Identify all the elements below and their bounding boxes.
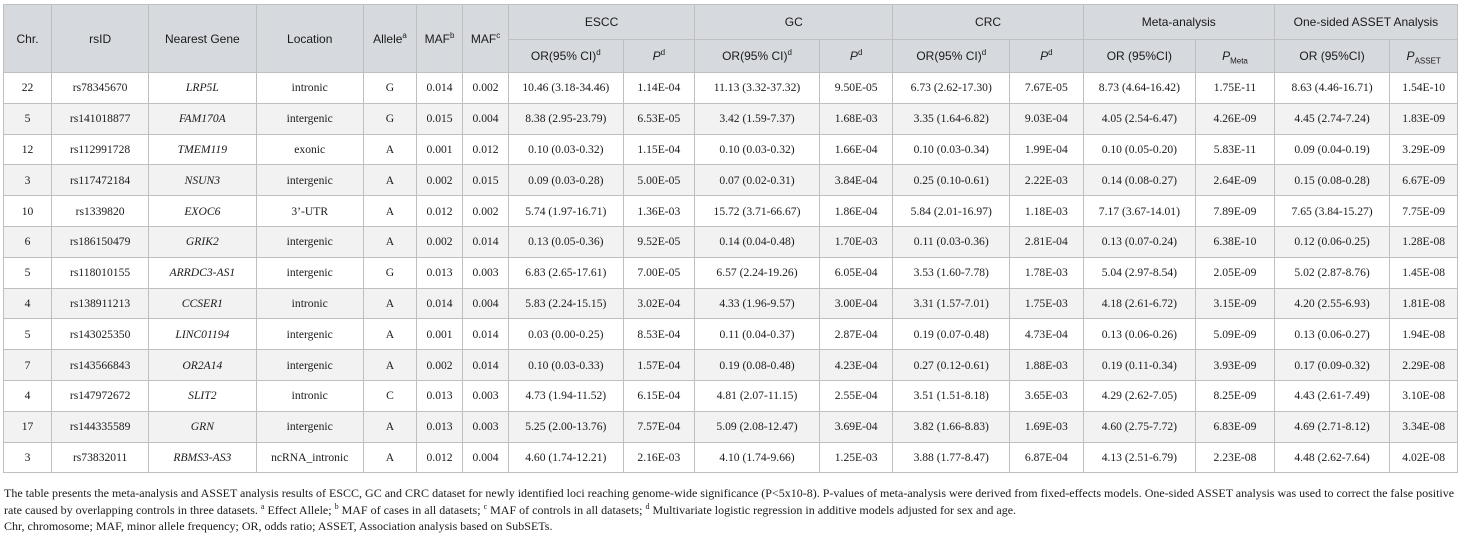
cell-meta-or: 7.17 (3.67-14.01) (1083, 196, 1195, 227)
cell-gc-or: 4.10 (1.74-9.66) (695, 442, 820, 473)
cell-asset-p: 2.29E-08 (1390, 350, 1458, 381)
cell-asset-or: 4.45 (2.74-7.24) (1274, 103, 1390, 134)
cell-meta-p: 4.26E-09 (1196, 103, 1275, 134)
cell-rsid: rs112991728 (52, 134, 149, 165)
cell-asset-p: 1.94E-08 (1390, 319, 1458, 350)
cell-asset-or: 0.13 (0.06-0.27) (1274, 319, 1390, 350)
cell-allele: A (363, 288, 416, 319)
cell-gc-or: 0.19 (0.08-0.48) (695, 350, 820, 381)
cell-meta-p: 6.83E-09 (1196, 411, 1275, 442)
col-header-chr: Chr. (4, 5, 52, 73)
cell-crc-or: 3.51 (1.51-8.18) (893, 380, 1010, 411)
cell-chr: 3 (4, 165, 52, 196)
cell-asset-or: 5.02 (2.87-8.76) (1274, 257, 1390, 288)
cell-escc-p: 3.02E-04 (623, 288, 695, 319)
cell-location: intronic (256, 73, 363, 104)
cell-escc-or: 4.73 (1.94-11.52) (509, 380, 624, 411)
cell-gene: EXOC6 (149, 196, 256, 227)
cell-gene: SLIT2 (149, 380, 256, 411)
cell-maf-case: 0.002 (417, 350, 463, 381)
cell-chr: 5 (4, 319, 52, 350)
cell-escc-or: 5.74 (1.97-16.71) (509, 196, 624, 227)
cell-gene: LINC01194 (149, 319, 256, 350)
table-row (4, 350, 1458, 381)
table-row (4, 226, 1458, 257)
cell-gene: GRN (149, 411, 256, 442)
cell-gc-or: 0.11 (0.04-0.37) (695, 319, 820, 350)
cell-maf-control: 0.004 (463, 288, 509, 319)
cell-allele: A (363, 134, 416, 165)
table-row (4, 411, 1458, 442)
cell-chr: 4 (4, 288, 52, 319)
cell-chr: 10 (4, 196, 52, 227)
cell-escc-p: 9.52E-05 (623, 226, 695, 257)
table-row (4, 165, 1458, 196)
cell-gc-p: 3.84E-04 (819, 165, 893, 196)
cell-crc-p: 9.03E-04 (1010, 103, 1084, 134)
cell-allele: G (363, 103, 416, 134)
cell-asset-or: 0.17 (0.09-0.32) (1274, 350, 1390, 381)
cell-gc-or: 0.10 (0.03-0.32) (695, 134, 820, 165)
cell-gc-or: 0.14 (0.04-0.48) (695, 226, 820, 257)
cell-rsid: rs73832011 (52, 442, 149, 473)
cell-meta-p: 5.83E-11 (1196, 134, 1275, 165)
cell-crc-p: 2.22E-03 (1010, 165, 1084, 196)
cell-asset-p: 1.45E-08 (1390, 257, 1458, 288)
cell-chr: 7 (4, 350, 52, 381)
cell-crc-or: 6.73 (2.62-17.30) (893, 73, 1010, 104)
col-header-crc-p: $P^d$ (1010, 40, 1084, 73)
cell-escc-p: 1.14E-04 (623, 73, 695, 104)
cell-maf-case: 0.013 (417, 257, 463, 288)
cell-meta-or: 4.60 (2.75-7.72) (1083, 411, 1195, 442)
cell-gc-p: 3.69E-04 (819, 411, 893, 442)
cell-meta-or: 8.73 (4.64-16.42) (1083, 73, 1195, 104)
table-row (4, 380, 1458, 411)
cell-maf-control: 0.014 (463, 226, 509, 257)
cell-crc-or: 0.27 (0.12-0.61) (893, 350, 1010, 381)
abbreviations-line: Chr, chromosome; MAF, minor allele frequency; OR, odds ratio; ASSET, Association analysis based on SubSETs. (4, 519, 553, 533)
cell-escc-or: 8.38 (2.95-23.79) (509, 103, 624, 134)
cell-location: exonic (256, 134, 363, 165)
cell-location: intergenic (256, 103, 363, 134)
footnote-paragraph: The table presents the meta-analysis and ASSET analysis results of ESCC, GC and CRC dataset for newly identified loci reaching genome-wide significance (P<5x10-8). P-values of meta-analysis were derived from fixed-effects models. One-sided ASSET analysis was used to correct the false positive rate caused by overlapping controls in three datasets. $^a$ Effect Allele; $^b$ MAF of cases in all datasets; $^c$ MAF of controls in all datasets; $^d$ Multivariate logistic regression in additive models adjusted for sex and age. (4, 486, 1455, 517)
cell-gc-p: 1.70E-03 (819, 226, 893, 257)
cell-location: intergenic (256, 411, 363, 442)
cell-crc-p: 1.88E-03 (1010, 350, 1084, 381)
cell-location: intergenic (256, 226, 363, 257)
cell-crc-p: 3.65E-03 (1010, 380, 1084, 411)
cell-chr: 4 (4, 380, 52, 411)
cell-gene: FAM170A (149, 103, 256, 134)
cell-escc-p: 5.00E-05 (623, 165, 695, 196)
cell-rsid: rs144335589 (52, 411, 149, 442)
cell-gc-or: 6.57 (2.24-19.26) (695, 257, 820, 288)
cell-escc-p: 6.15E-04 (623, 380, 695, 411)
cell-maf-control: 0.003 (463, 257, 509, 288)
cell-asset-or: 4.69 (2.71-8.12) (1274, 411, 1390, 442)
cell-maf-case: 0.014 (417, 288, 463, 319)
cell-asset-p: 4.02E-08 (1390, 442, 1458, 473)
col-header-gc-or: OR(95% CI)$^d$ (695, 40, 820, 73)
table-row (4, 73, 1458, 104)
cell-chr: 5 (4, 257, 52, 288)
group-header-asset: One-sided ASSET Analysis (1274, 5, 1457, 40)
table-body (4, 73, 1458, 473)
cell-crc-p: 1.78E-03 (1010, 257, 1084, 288)
col-header-gc-p: $P^d$ (819, 40, 893, 73)
cell-location: intronic (256, 380, 363, 411)
cell-gc-p: 4.23E-04 (819, 350, 893, 381)
cell-gene: CCSER1 (149, 288, 256, 319)
cell-rsid: rs186150479 (52, 226, 149, 257)
cell-meta-or: 0.13 (0.06-0.26) (1083, 319, 1195, 350)
col-header-maf-case: MAF$^b$ (417, 5, 463, 73)
cell-gene: NSUN3 (149, 165, 256, 196)
cell-escc-or: 4.60 (1.74-12.21) (509, 442, 624, 473)
col-header-escc-p: $P^d$ (623, 40, 695, 73)
cell-asset-p: 7.75E-09 (1390, 196, 1458, 227)
cell-gc-or: 4.33 (1.96-9.57) (695, 288, 820, 319)
cell-allele: G (363, 73, 416, 104)
cell-meta-p: 3.93E-09 (1196, 350, 1275, 381)
cell-asset-or: 4.43 (2.61-7.49) (1274, 380, 1390, 411)
cell-meta-or: 4.13 (2.51-6.79) (1083, 442, 1195, 473)
cell-chr: 12 (4, 134, 52, 165)
cell-maf-case: 0.015 (417, 103, 463, 134)
group-header-gc: GC (695, 5, 893, 40)
cell-escc-p: 1.57E-04 (623, 350, 695, 381)
cell-meta-or: 4.29 (2.62-7.05) (1083, 380, 1195, 411)
cell-maf-case: 0.013 (417, 411, 463, 442)
cell-maf-case: 0.001 (417, 134, 463, 165)
cell-crc-p: 1.75E-03 (1010, 288, 1084, 319)
cell-asset-or: 7.65 (3.84-15.27) (1274, 196, 1390, 227)
cell-crc-or: 0.25 (0.10-0.61) (893, 165, 1010, 196)
col-header-allele: Allele$^a$ (363, 5, 416, 73)
cell-location: intergenic (256, 319, 363, 350)
cell-asset-or: 4.20 (2.55-6.93) (1274, 288, 1390, 319)
cell-maf-control: 0.004 (463, 442, 509, 473)
cell-maf-control: 0.002 (463, 73, 509, 104)
cell-chr: 22 (4, 73, 52, 104)
cell-allele: A (363, 411, 416, 442)
cell-allele: G (363, 257, 416, 288)
cell-asset-p: 6.67E-09 (1390, 165, 1458, 196)
cell-meta-p: 2.64E-09 (1196, 165, 1275, 196)
cell-crc-or: 3.35 (1.64-6.82) (893, 103, 1010, 134)
cell-asset-or: 0.15 (0.08-0.28) (1274, 165, 1390, 196)
cell-asset-p: 1.81E-08 (1390, 288, 1458, 319)
cell-crc-or: 0.11 (0.03-0.36) (893, 226, 1010, 257)
col-header-meta-p: $P_{Meta}$ (1196, 40, 1275, 73)
cell-rsid: rs138911213 (52, 288, 149, 319)
cell-escc-or: 6.83 (2.65-17.61) (509, 257, 624, 288)
cell-rsid: rs78345670 (52, 73, 149, 104)
cell-escc-or: 10.46 (3.18-34.46) (509, 73, 624, 104)
table-footnotes (4, 485, 1456, 535)
cell-gc-p: 1.66E-04 (819, 134, 893, 165)
cell-gc-or: 0.07 (0.02-0.31) (695, 165, 820, 196)
results-table (3, 4, 1458, 473)
cell-crc-or: 3.82 (1.66-8.83) (893, 411, 1010, 442)
cell-gc-p: 9.50E-05 (819, 73, 893, 104)
cell-maf-control: 0.012 (463, 134, 509, 165)
cell-gc-p: 1.25E-03 (819, 442, 893, 473)
cell-meta-or: 4.05 (2.54-6.47) (1083, 103, 1195, 134)
cell-asset-p: 3.34E-08 (1390, 411, 1458, 442)
cell-gc-or: 11.13 (3.32-37.32) (695, 73, 820, 104)
cell-escc-or: 0.10 (0.03-0.33) (509, 350, 624, 381)
group-header-meta: Meta-analysis (1083, 5, 1274, 40)
cell-gene: LRP5L (149, 73, 256, 104)
cell-asset-or: 0.09 (0.04-0.19) (1274, 134, 1390, 165)
cell-rsid: rs117472184 (52, 165, 149, 196)
cell-crc-or: 3.88 (1.77-8.47) (893, 442, 1010, 473)
cell-maf-case: 0.013 (417, 380, 463, 411)
cell-escc-p: 7.00E-05 (623, 257, 695, 288)
cell-allele: A (363, 350, 416, 381)
cell-asset-p: 1.54E-10 (1390, 73, 1458, 104)
cell-asset-or: 8.63 (4.46-16.71) (1274, 73, 1390, 104)
cell-maf-control: 0.014 (463, 350, 509, 381)
cell-maf-control: 0.003 (463, 380, 509, 411)
cell-asset-p: 3.10E-08 (1390, 380, 1458, 411)
cell-meta-p: 6.38E-10 (1196, 226, 1275, 257)
cell-gc-or: 4.81 (2.07-11.15) (695, 380, 820, 411)
group-header-escc: ESCC (509, 5, 695, 40)
cell-chr: 6 (4, 226, 52, 257)
cell-meta-or: 0.19 (0.11-0.34) (1083, 350, 1195, 381)
cell-gc-p: 6.05E-04 (819, 257, 893, 288)
cell-maf-control: 0.015 (463, 165, 509, 196)
cell-asset-or: 4.48 (2.62-7.64) (1274, 442, 1390, 473)
cell-gene: RBMS3-AS3 (149, 442, 256, 473)
col-header-gene: Nearest Gene (149, 5, 256, 73)
cell-location: intergenic (256, 350, 363, 381)
cell-meta-or: 0.10 (0.05-0.20) (1083, 134, 1195, 165)
cell-rsid: rs143566843 (52, 350, 149, 381)
cell-allele: A (363, 196, 416, 227)
cell-crc-p: 1.69E-03 (1010, 411, 1084, 442)
cell-allele: A (363, 319, 416, 350)
cell-escc-p: 6.53E-05 (623, 103, 695, 134)
table-row (4, 196, 1458, 227)
cell-asset-p: 3.29E-09 (1390, 134, 1458, 165)
table-row (4, 257, 1458, 288)
cell-maf-control: 0.002 (463, 196, 509, 227)
cell-gene: ARRDC3-AS1 (149, 257, 256, 288)
col-header-crc-or: OR(95% CI)$^d$ (893, 40, 1010, 73)
cell-gc-p: 1.68E-03 (819, 103, 893, 134)
cell-gc-p: 2.55E-04 (819, 380, 893, 411)
cell-gc-or: 15.72 (3.71-66.67) (695, 196, 820, 227)
table-row (4, 288, 1458, 319)
group-header-crc: CRC (893, 5, 1083, 40)
cell-asset-or: 0.12 (0.06-0.25) (1274, 226, 1390, 257)
table-row (4, 134, 1458, 165)
cell-meta-or: 0.13 (0.07-0.24) (1083, 226, 1195, 257)
cell-allele: A (363, 165, 416, 196)
cell-meta-p: 2.23E-08 (1196, 442, 1275, 473)
cell-maf-control: 0.004 (463, 103, 509, 134)
cell-crc-or: 3.31 (1.57-7.01) (893, 288, 1010, 319)
cell-meta-p: 3.15E-09 (1196, 288, 1275, 319)
cell-allele: C (363, 380, 416, 411)
cell-meta-or: 5.04 (2.97-8.54) (1083, 257, 1195, 288)
cell-crc-p: 2.81E-04 (1010, 226, 1084, 257)
cell-escc-or: 5.83 (2.24-15.15) (509, 288, 624, 319)
cell-maf-case: 0.002 (417, 165, 463, 196)
cell-allele: A (363, 226, 416, 257)
col-header-location: Location (256, 5, 363, 73)
table-row (4, 103, 1458, 134)
col-header-meta-or: OR (95%CI) (1083, 40, 1195, 73)
cell-meta-p: 5.09E-09 (1196, 319, 1275, 350)
cell-gene: TMEM119 (149, 134, 256, 165)
cell-escc-p: 7.57E-04 (623, 411, 695, 442)
cell-meta-or: 0.14 (0.08-0.27) (1083, 165, 1195, 196)
cell-location: intergenic (256, 257, 363, 288)
cell-meta-or: 4.18 (2.61-6.72) (1083, 288, 1195, 319)
cell-location: intronic (256, 288, 363, 319)
cell-gc-p: 2.87E-04 (819, 319, 893, 350)
cell-rsid: rs143025350 (52, 319, 149, 350)
cell-gc-or: 5.09 (2.08-12.47) (695, 411, 820, 442)
cell-maf-case: 0.014 (417, 73, 463, 104)
cell-allele: A (363, 442, 416, 473)
col-header-asset-p: $P_{ASSET}$ (1390, 40, 1458, 73)
cell-maf-case: 0.002 (417, 226, 463, 257)
cell-crc-or: 3.53 (1.60-7.78) (893, 257, 1010, 288)
col-header-asset-or: OR (95%CI) (1274, 40, 1390, 73)
cell-maf-case: 0.012 (417, 196, 463, 227)
cell-escc-or: 5.25 (2.00-13.76) (509, 411, 624, 442)
col-header-escc-or: OR(95% CI)$^d$ (509, 40, 624, 73)
cell-chr: 5 (4, 103, 52, 134)
cell-asset-p: 1.83E-09 (1390, 103, 1458, 134)
cell-meta-p: 2.05E-09 (1196, 257, 1275, 288)
cell-gc-p: 3.00E-04 (819, 288, 893, 319)
table-header (4, 5, 1458, 73)
cell-escc-or: 0.13 (0.05-0.36) (509, 226, 624, 257)
cell-maf-control: 0.014 (463, 319, 509, 350)
table-row (4, 442, 1458, 473)
cell-maf-case: 0.001 (417, 319, 463, 350)
cell-gc-or: 3.42 (1.59-7.37) (695, 103, 820, 134)
cell-chr: 17 (4, 411, 52, 442)
col-header-rsid: rsID (52, 5, 149, 73)
cell-location: 3’-UTR (256, 196, 363, 227)
cell-maf-case: 0.012 (417, 442, 463, 473)
cell-asset-p: 1.28E-08 (1390, 226, 1458, 257)
cell-escc-or: 0.03 (0.00-0.25) (509, 319, 624, 350)
cell-crc-p: 1.99E-04 (1010, 134, 1084, 165)
cell-meta-p: 7.89E-09 (1196, 196, 1275, 227)
cell-escc-p: 1.15E-04 (623, 134, 695, 165)
cell-location: ncRNA_intronic (256, 442, 363, 473)
cell-escc-p: 1.36E-03 (623, 196, 695, 227)
cell-gc-p: 1.86E-04 (819, 196, 893, 227)
cell-rsid: rs141018877 (52, 103, 149, 134)
cell-crc-p: 1.18E-03 (1010, 196, 1084, 227)
cell-location: intergenic (256, 165, 363, 196)
cell-escc-p: 2.16E-03 (623, 442, 695, 473)
cell-meta-p: 8.25E-09 (1196, 380, 1275, 411)
cell-rsid: rs118010155 (52, 257, 149, 288)
cell-maf-control: 0.003 (463, 411, 509, 442)
cell-crc-or: 5.84 (2.01-16.97) (893, 196, 1010, 227)
cell-rsid: rs147972672 (52, 380, 149, 411)
cell-meta-p: 1.75E-11 (1196, 73, 1275, 104)
cell-escc-or: 0.09 (0.03-0.28) (509, 165, 624, 196)
cell-chr: 3 (4, 442, 52, 473)
col-header-maf-control: MAF$^c$ (463, 5, 509, 73)
cell-rsid: rs1339820 (52, 196, 149, 227)
cell-escc-p: 8.53E-04 (623, 319, 695, 350)
cell-gene: GRIK2 (149, 226, 256, 257)
cell-escc-or: 0.10 (0.03-0.32) (509, 134, 624, 165)
cell-gene: OR2A14 (149, 350, 256, 381)
cell-crc-or: 0.10 (0.03-0.34) (893, 134, 1010, 165)
cell-crc-p: 7.67E-05 (1010, 73, 1084, 104)
table-row (4, 319, 1458, 350)
cell-crc-p: 6.87E-04 (1010, 442, 1084, 473)
cell-crc-or: 0.19 (0.07-0.48) (893, 319, 1010, 350)
cell-crc-p: 4.73E-04 (1010, 319, 1084, 350)
